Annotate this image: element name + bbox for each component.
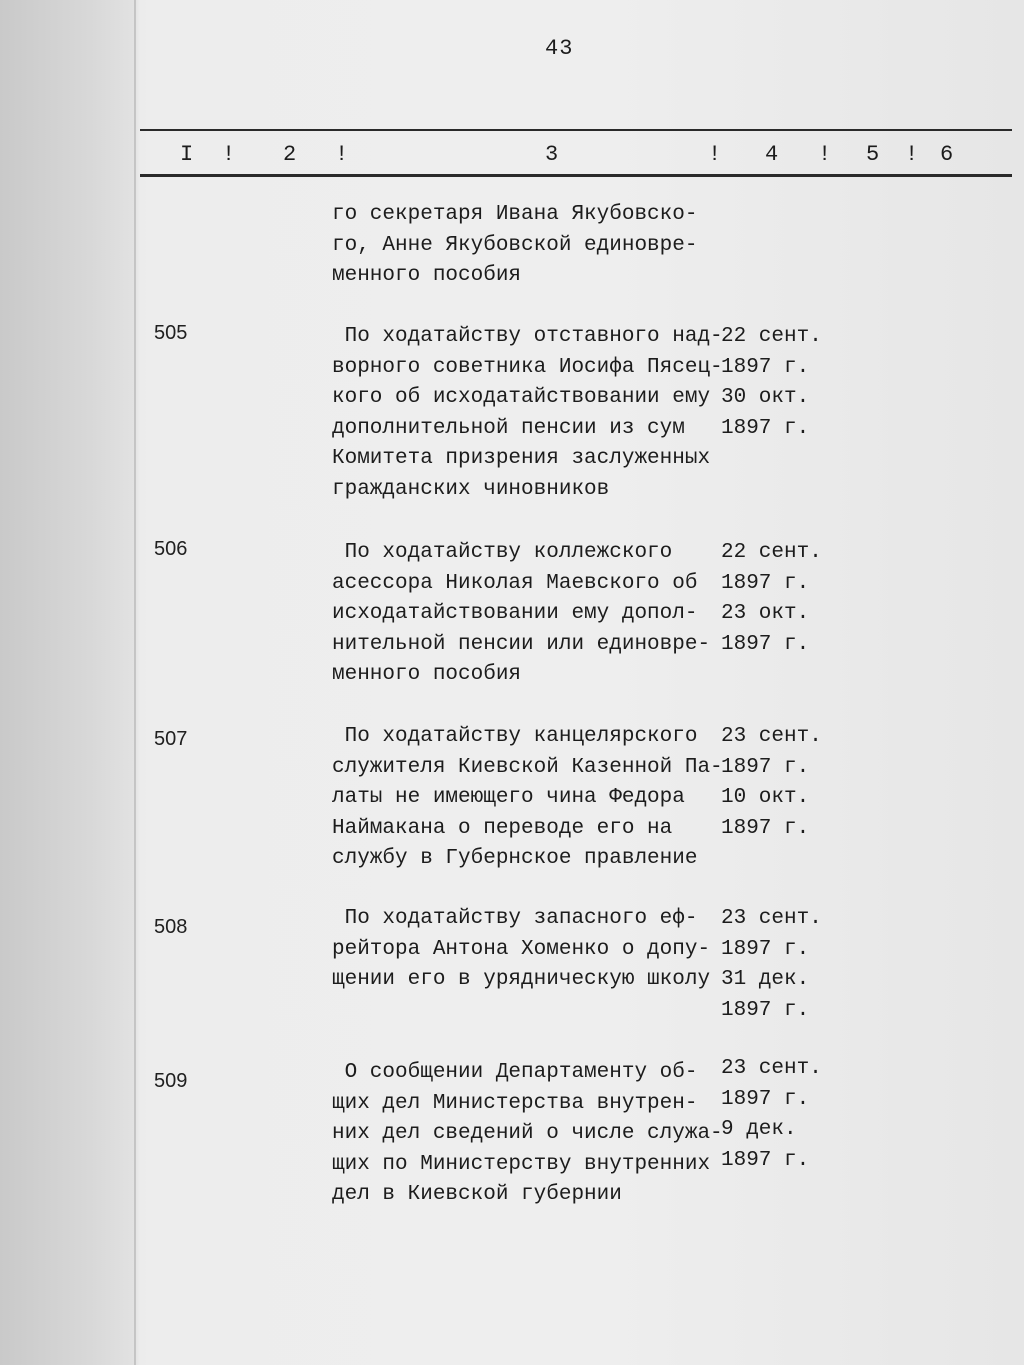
start-year: 1897 г. [721, 1087, 810, 1111]
entry-dates [721, 538, 831, 660]
description-line: службу в Губернское правление [332, 847, 698, 870]
column-separator: ! [335, 142, 349, 167]
entry-number: 508 [154, 916, 188, 938]
end-year: 1897 г. [721, 416, 810, 440]
column-header-3: 3 [545, 142, 559, 167]
description-line: ворного советника Иосифа Пясец- [332, 355, 723, 379]
description-line: По ходатайству отставного над- [332, 325, 723, 348]
entry-dates [721, 1054, 831, 1176]
description-line: дел в Киевской губернии [332, 1183, 622, 1206]
description-line: По ходатайству канцелярского [332, 725, 698, 748]
end-date: 23 окт. [721, 602, 810, 625]
column-header-1: I [180, 142, 194, 167]
entry-dates [721, 904, 831, 1026]
entry-number: 505 [154, 322, 188, 344]
column-header-4: 4 [765, 142, 779, 167]
start-year: 1897 г. [721, 355, 810, 379]
description-line: щении его в урядническую школу [332, 968, 711, 991]
entry-number: 507 [154, 728, 188, 750]
description-line: О сообщении Департаменту об- [332, 1061, 698, 1084]
description-line: По ходатайству коллежского [332, 541, 673, 564]
column-header-6: 6 [940, 142, 954, 167]
description-line: рейтора Антона Хоменко о допу- [332, 937, 711, 961]
description-line: щих дел Министерства внутрен- [332, 1091, 698, 1115]
column-separator: ! [905, 142, 919, 167]
start-date: 22 сент. [721, 541, 822, 564]
start-date: 22 сент. [721, 325, 822, 348]
start-date: 23 сент. [721, 907, 822, 930]
end-date: 30 окт. [721, 386, 810, 409]
end-year: 1897 г. [721, 998, 810, 1022]
entry-description [332, 200, 732, 292]
entry-description [332, 722, 732, 875]
binding-edge-line [134, 0, 136, 1365]
description-line: кого об исходатайствовании ему [332, 386, 711, 409]
description-line: нительной пенсии или единовре- [332, 632, 711, 656]
description-line: латы не имеющего чина Федора [332, 786, 685, 809]
header-bottom-rule [140, 174, 1012, 177]
description-line: щих по Министерству внутренних [332, 1152, 711, 1176]
description-line: асессора Николая Маевского об [332, 571, 698, 595]
description-line: Наймакана о переводе его на [332, 816, 673, 840]
entry-dates [721, 322, 831, 444]
column-header-2: 2 [283, 142, 297, 167]
page-number: 43 [545, 36, 574, 61]
end-date: 9 дек. [721, 1118, 797, 1141]
entry-description [332, 1058, 732, 1211]
end-date: 31 дек. [721, 968, 810, 991]
column-separator: ! [818, 142, 832, 167]
start-year: 1897 г. [721, 571, 810, 595]
entry-dates [721, 722, 831, 844]
description-line: Комитета призрения заслуженных [332, 447, 711, 470]
page-edge-shadow [0, 0, 140, 1365]
column-separator: ! [708, 142, 722, 167]
start-date: 23 сент. [721, 1057, 822, 1080]
entry-number: 509 [154, 1070, 188, 1092]
description-line: гражданских чиновников [332, 477, 610, 501]
description-line: менного пособия [332, 264, 522, 287]
entry-description [332, 322, 732, 505]
description-line: дополнительной пенсии из сум [332, 416, 685, 440]
start-date: 23 сент. [721, 725, 822, 748]
end-date: 10 окт. [721, 786, 810, 809]
description-line: них дел сведений о числе служа- [332, 1122, 723, 1145]
entry-description [332, 904, 732, 996]
entry-description [332, 538, 732, 691]
description-line: исходатайствовании ему допол- [332, 602, 698, 625]
start-year: 1897 г. [721, 755, 810, 779]
description-line: го секретаря Ивана Якубовско- [332, 203, 698, 226]
description-line: менного пособия [332, 663, 522, 686]
header-top-rule [140, 129, 1012, 131]
entry-number: 506 [154, 538, 188, 560]
end-year: 1897 г. [721, 632, 810, 656]
description-line: По ходатайству запасного еф- [332, 907, 698, 930]
column-header-5: 5 [866, 142, 880, 167]
end-year: 1897 г. [721, 816, 810, 840]
start-year: 1897 г. [721, 937, 810, 961]
description-line: служителя Киевской Казенной Па- [332, 755, 723, 779]
description-line: го, Анне Якубовской единовре- [332, 233, 698, 257]
column-separator: ! [222, 142, 236, 167]
end-year: 1897 г. [721, 1148, 810, 1172]
